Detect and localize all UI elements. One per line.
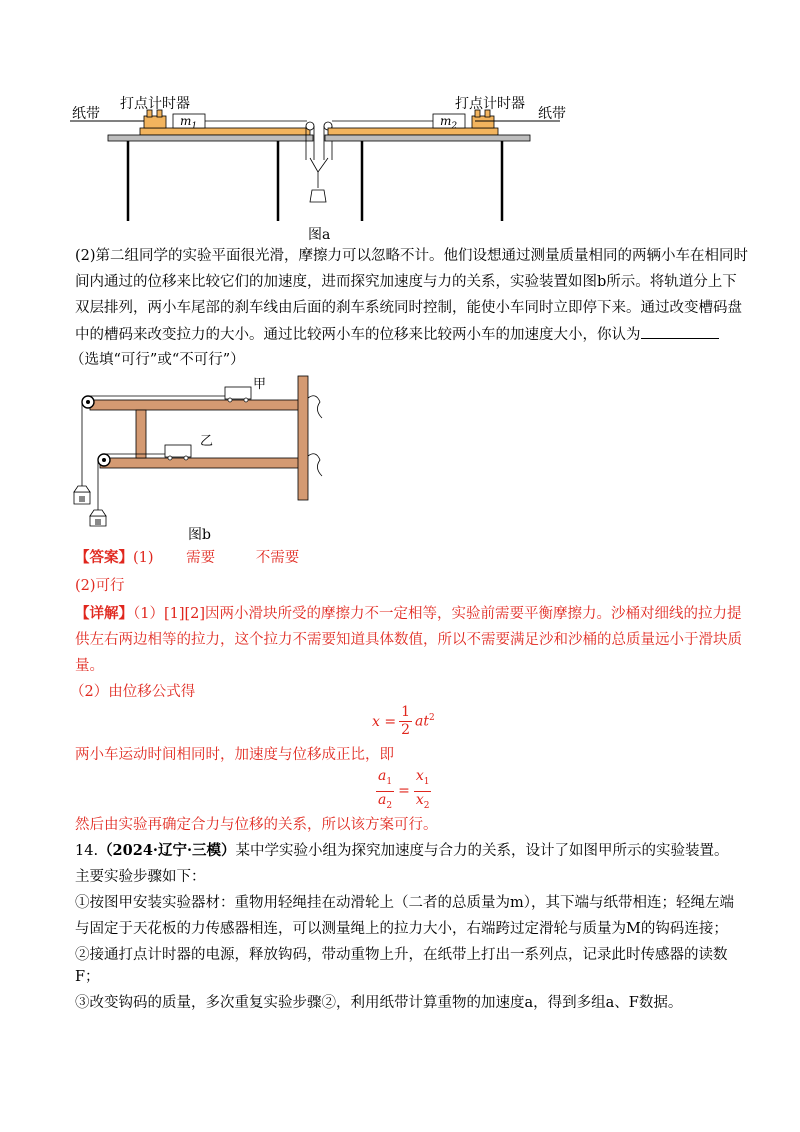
cart-label-top: 甲 (253, 377, 267, 392)
figure-a-caption: 图a (308, 227, 331, 243)
question14-steps-title: 主要实验步骤如下： (75, 869, 206, 885)
timer-label-left: 打点计时器 (120, 96, 190, 112)
timer-label-right: 打点计时器 (455, 96, 525, 112)
detail-line1: 【详解】（1）[1][2]因两小滑块所受的摩擦力不一定相等，实验前需要平衡摩擦力。沙桶对细线的拉力提 (75, 605, 742, 622)
detail-line4: （2）由位移公式得 (70, 684, 196, 700)
detail-line6: 然后由实验再确定合力与位移的关系，所以该方案可行。 (75, 817, 438, 833)
figure-b-diagram (70, 370, 330, 530)
question2-line3: 双层排列，两小车尾部的刹车线由后面的刹车系统同时控制，能使小车同时立即停下来。通过改变槽码盘 (75, 300, 742, 316)
figure-b (70, 370, 330, 530)
cart-label-bottom: 乙 (200, 434, 214, 449)
question2-line2: 间内通过的位移来比较它们的加速度，进而探究加速度与力的关系，实验装置如图b所示。将轨道分上下 (75, 274, 737, 290)
tape-label-left: 纸带 (72, 106, 100, 122)
question14-step1-line1: ①按图甲安装实验器材：重物用轻绳挂在动滑轮上（二者的总质量为m），其下端与纸带相连；轻绳左端 (75, 895, 734, 911)
detail-line2: 供左右两边相等的拉力，这个拉力不需要知道具体数值，所以不需要满足沙和沙桶的总质量远小于滑块质 (75, 632, 742, 648)
question2-line4: 中的槽码来改变拉力的大小。通过比较两小车的位移来比较两小车的加速度大小，你认为 (75, 324, 719, 345)
formula-ratio: $\frac{a_1}{a_2}$ = $\frac{x_1}{x_2}$ (378, 768, 430, 811)
formula-displacement: x = $\frac{1}{2}$ $at^2$ (372, 704, 435, 738)
question14-step2-line1: ②接通打点计时器的电源，释放钩码，带动重物上升，在纸带上打出一系列点，记录此时传感器的读数 (75, 947, 728, 963)
question14-step1-line2: 与固定于天花板的力传感器相连，可以测量绳上的拉力大小，右端跨过定滑轮与质量为M的钩码连接； (75, 921, 728, 937)
answer-blank[interactable] (641, 324, 719, 339)
detail-line3: 量。 (75, 658, 104, 674)
question14-step3: ③改变钩码的质量，多次重复实验步骤②，利用纸带计算重物的加速度a，得到多组a、F数据。 (75, 995, 683, 1011)
answer-line2: (2)可行 (75, 578, 125, 594)
mass-label-left: $m_1$ (180, 114, 198, 132)
question2-line1: (2)第二组同学的实验平面很光滑，摩擦力可以忽略不计。他们设想通过测量质量相同的两辆小车在相同时 (75, 248, 749, 264)
question14-header: 14.（2024·辽宁·三模）某中学实验小组为探究加速度与合力的关系，设计了如图甲所示的实验装置。 (75, 842, 729, 859)
mass-label-right: $m_2$ (440, 114, 458, 132)
detail-line5: 两小车运动时间相同时，加速度与位移成正比，即 (75, 747, 394, 763)
question14-step2-line2: F； (75, 969, 100, 985)
tape-label-right: 纸带 (538, 106, 566, 122)
answer-line1: 【答案】(1) 需要 不需要 (75, 549, 300, 566)
question2-line5: （选填“可行”或“不可行”） (70, 352, 245, 368)
figure-b-caption: 图b (188, 527, 211, 543)
